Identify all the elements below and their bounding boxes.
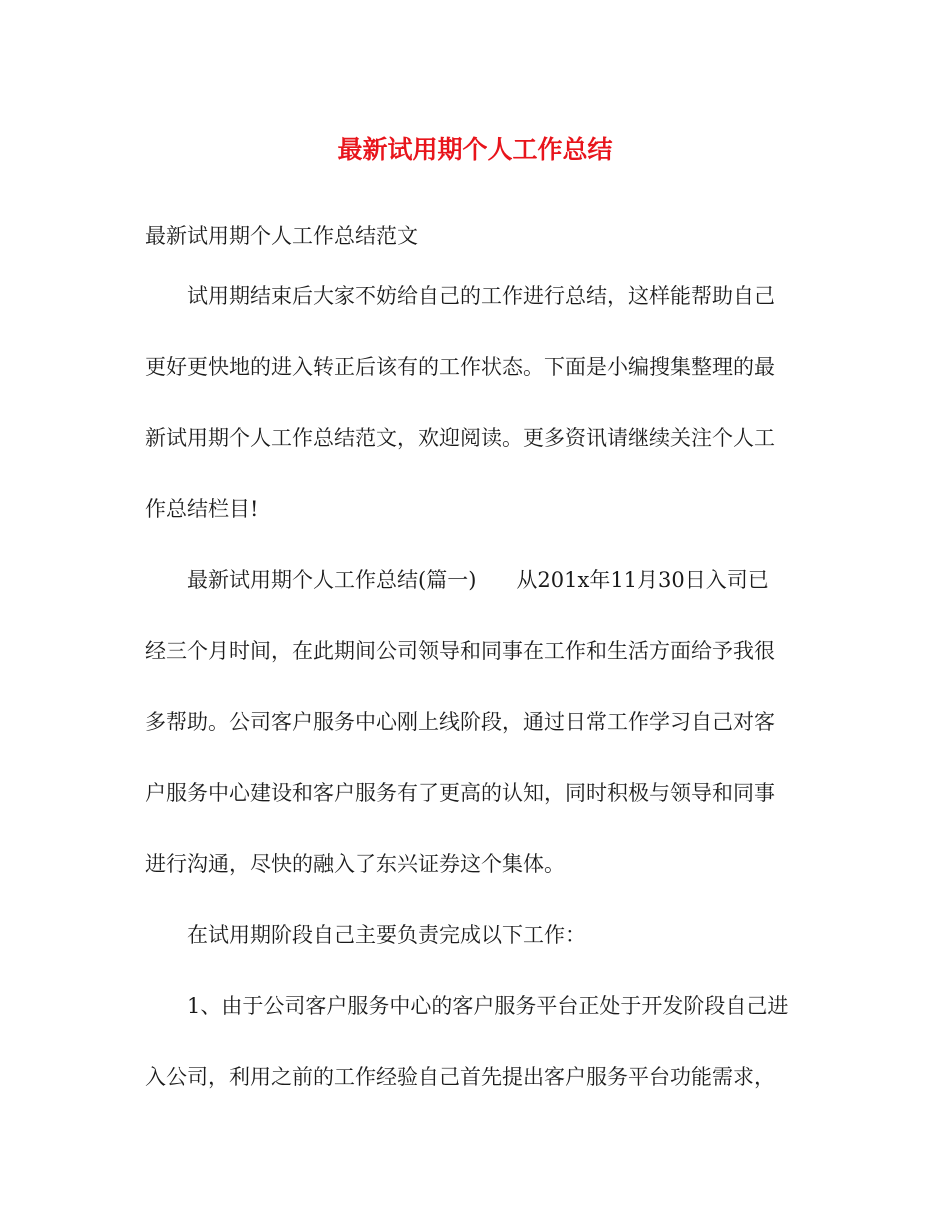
document-body xyxy=(145,278,805,1130)
paragraph-line-section-heading xyxy=(145,562,805,633)
document-title: 最新试用期个人工作总结 xyxy=(337,135,613,164)
paragraph-line: 作总结栏目! xyxy=(145,497,259,521)
paragraph-line: 入公司，利用之前的工作经验自己首先提出客户服务平台功能需求， xyxy=(145,1065,775,1089)
paragraph-line: 户服务中心建设和客户服务有了更高的认知，同时积极与领导和同事 xyxy=(145,781,775,805)
paragraph-line: 试用期结束后大家不妨给自己的工作进行总结，这样能帮助自己 xyxy=(187,284,775,308)
paragraph-line: 多帮助。公司客户服务中心刚上线阶段，通过日常工作学习自己对客 xyxy=(145,710,775,734)
paragraph-line: 在试用期阶段自己主要负责完成以下工作： xyxy=(187,923,586,947)
section-heading-text: 最新试用期个人工作总结(篇一) xyxy=(187,568,477,592)
document-subtitle: 最新试用期个人工作总结范文 xyxy=(145,224,418,248)
paragraph-line: 进行沟通，尽快的融入了东兴证券这个集体。 xyxy=(145,852,565,876)
paragraph-line: 1、由于公司客户服务中心的客户服务平台正处于开发阶段自己进 xyxy=(187,994,789,1018)
section-start-text: 从201x年11月30日入司已 xyxy=(516,568,769,592)
paragraph-line: 更好更快地的进入转正后该有的工作状态。下面是小编搜集整理的最 xyxy=(145,355,775,379)
paragraph-line: 经三个月时间，在此期间公司领导和同事在工作和生活方面给予我很 xyxy=(145,639,775,663)
paragraph-line: 新试用期个人工作总结范文，欢迎阅读。更多资讯请继续关注个人工 xyxy=(145,426,775,450)
